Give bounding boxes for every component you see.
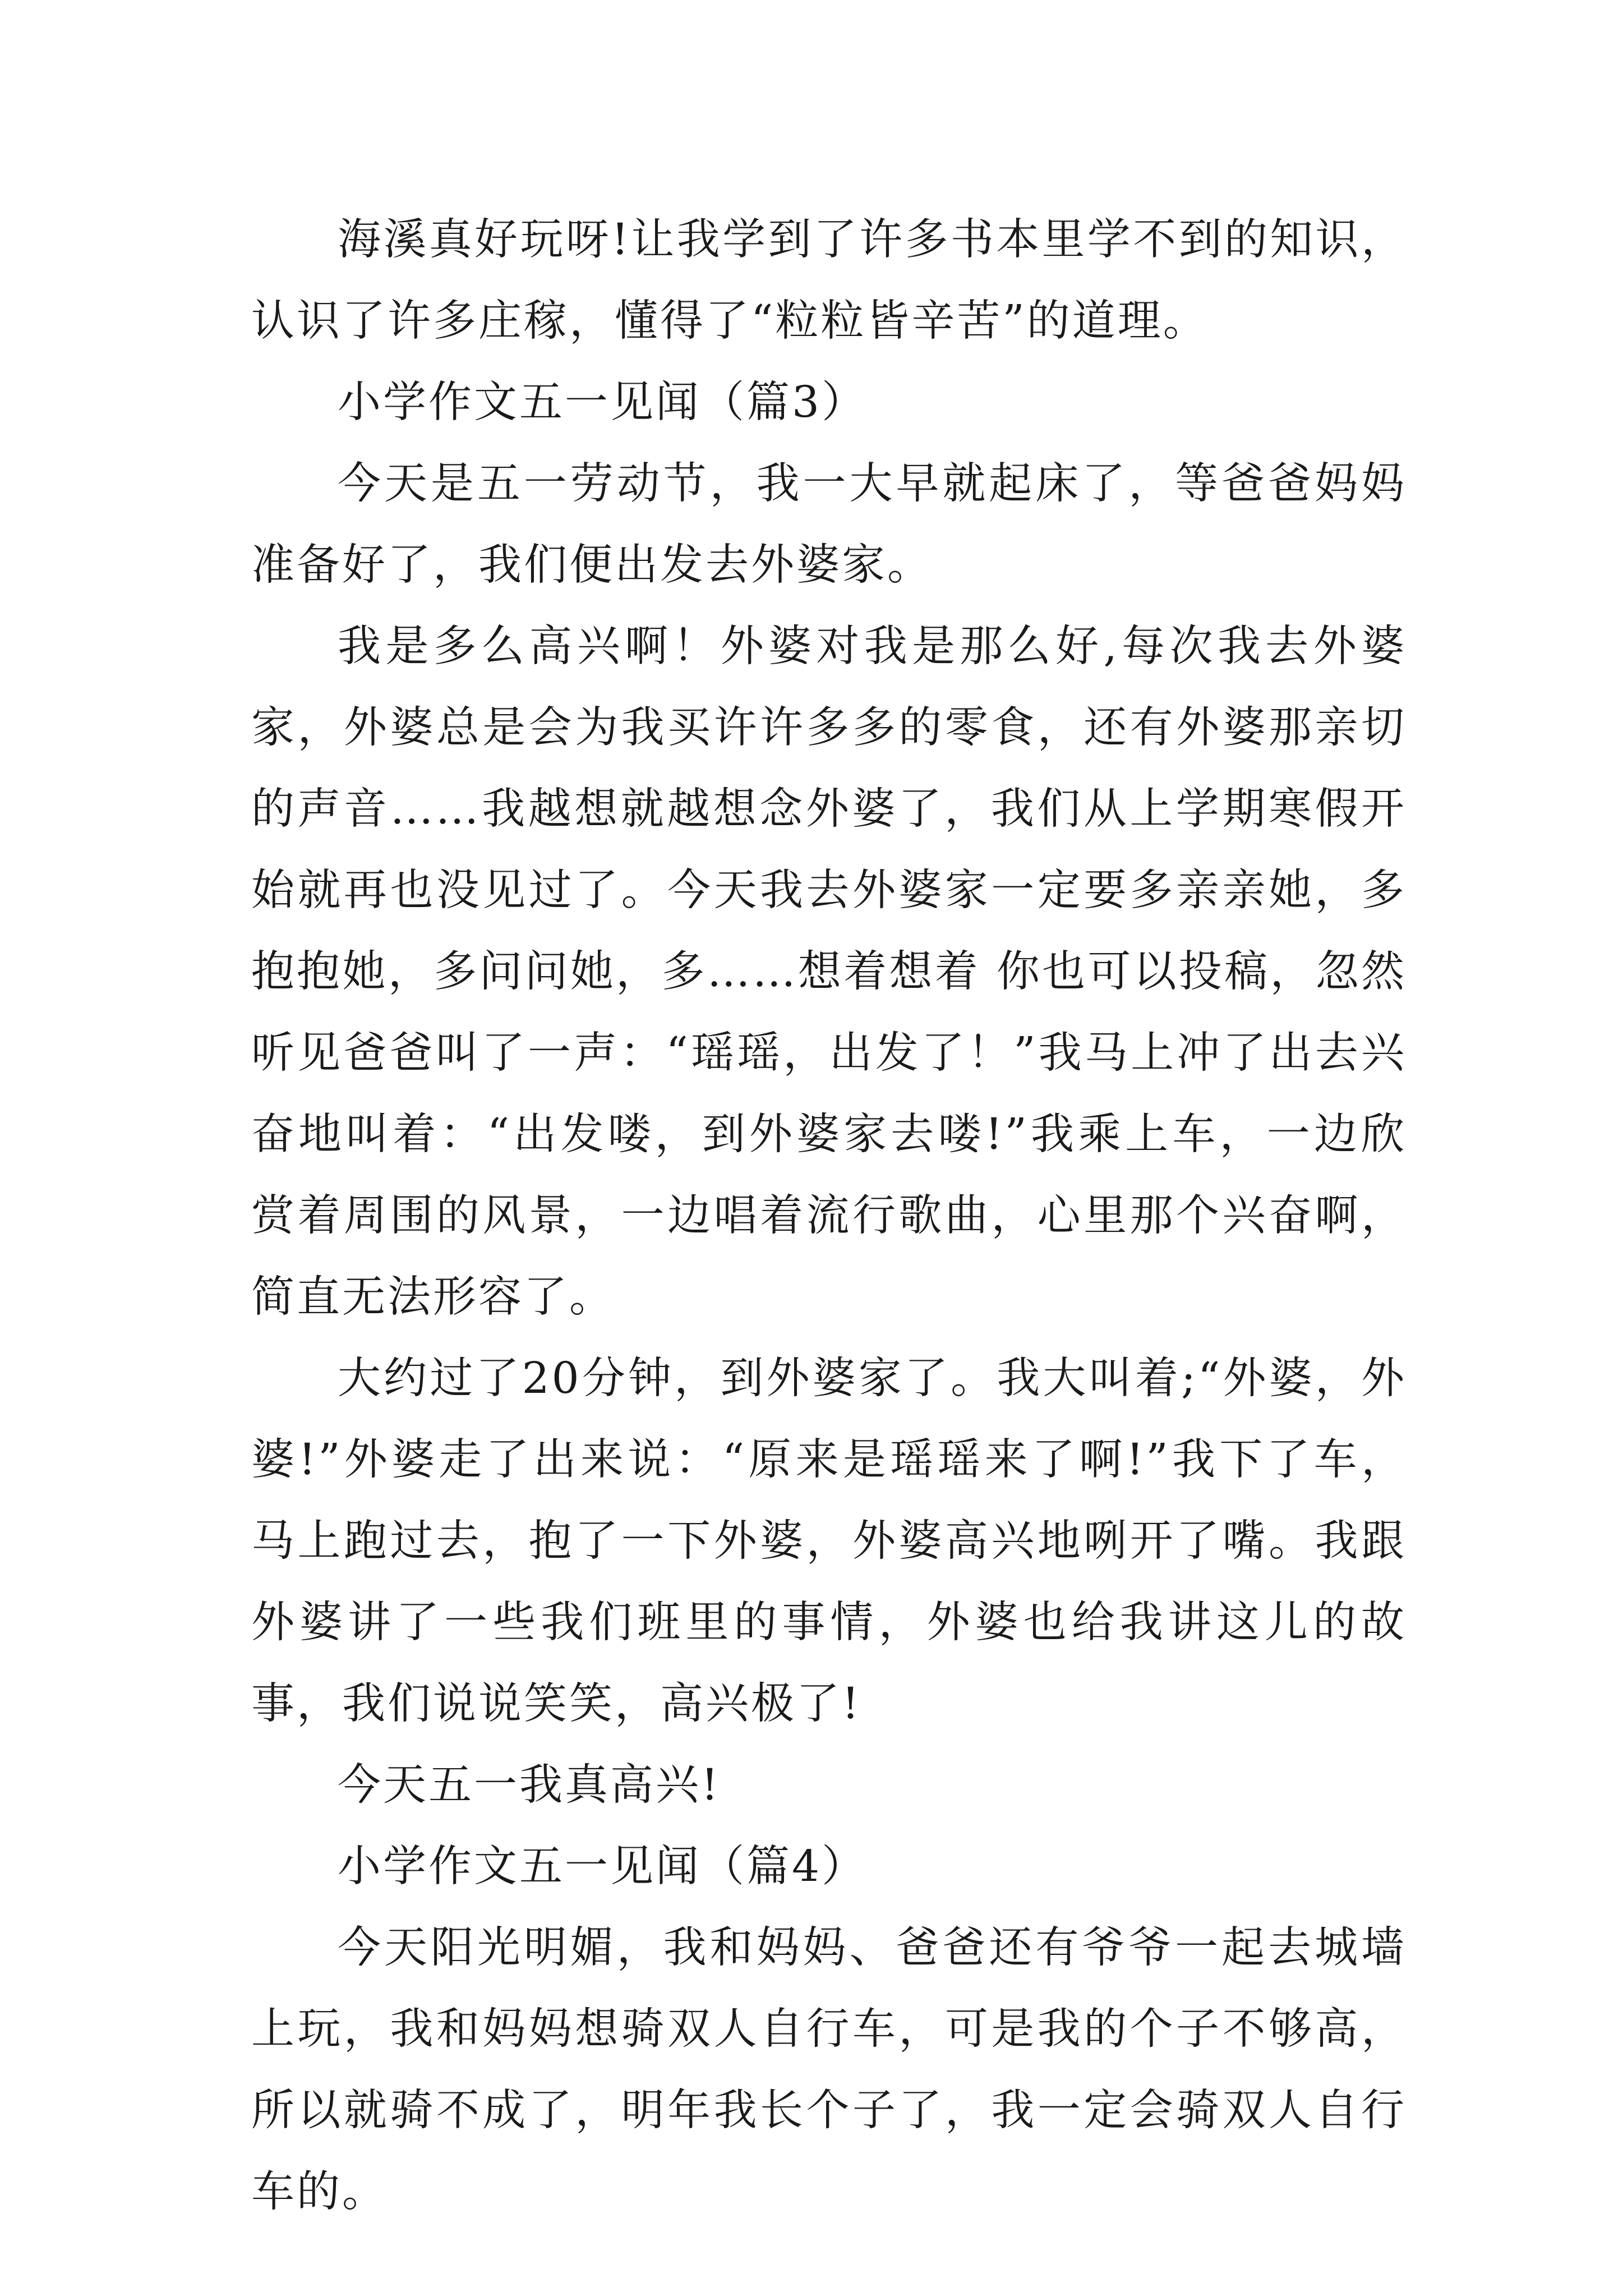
section-heading-part-3: 小学作文五一见闻（篇3） xyxy=(338,378,867,427)
paragraph-missing-grandma: 我是多么高兴啊！外婆对我是那么好,每次我去外婆家，外婆总是会为我买许许多多的零食，还有外婆那亲切的声音……我越想就越想念外婆了，我们从上学期寒假开始就再也没见过了。今天我去外婆家一定要多亲亲她，多抱抱她，多问问她，多……想着想着 你也可以投稿，忽然听见爸爸叫了一声：“瑶瑶，出发了！”我马上冲了出去兴奋地叫着：“出发喽，到外婆家去喽!”我乘上车，一边欣赏着周围的风景，一边唱着流行歌曲，心里那个兴奋啊，简直无法形容了。 xyxy=(251,622,1407,1322)
paragraph-happy-day: 今天五一我真高兴! xyxy=(338,1760,721,1810)
paragraph-labor-day-morning: 今天是五一劳动节，我一大早就起床了，等爸爸妈妈准备好了，我们便出发去外婆家。 xyxy=(251,459,1407,590)
paragraph-haixi-conclusion: 海溪真好玩呀!让我学到了许多书本里学不到的知识，认识了许多庄稼，懂得了“粒粒皆辛苦”的道理。 xyxy=(251,215,1407,346)
paragraph-city-wall: 今天阳光明媚，我和妈妈、爸爸还有爷爷一起去城墙上玩，我和妈妈想骑双人自行车，可是我的个子不够高，所以就骑不成了，明年我长个子了，我一定会骑双人自行车的。 xyxy=(251,1923,1407,2217)
paragraph-arrival: 大约过了20分钟，到外婆家了。我大叫着;“外婆，外婆!”外婆走了出来说：“原来是瑶瑶来了啊!”我下了车，马上跑过去，抱了一下外婆，外婆高兴地咧开了嘴。我跟外婆讲了一些我们班里的事情，外婆也给我讲这儿的故事，我们说说笑笑，高兴极了! xyxy=(251,1354,1407,1729)
document-body xyxy=(251,199,1407,2233)
section-heading-part-4: 小学作文五一见闻（篇4） xyxy=(338,1842,867,1892)
